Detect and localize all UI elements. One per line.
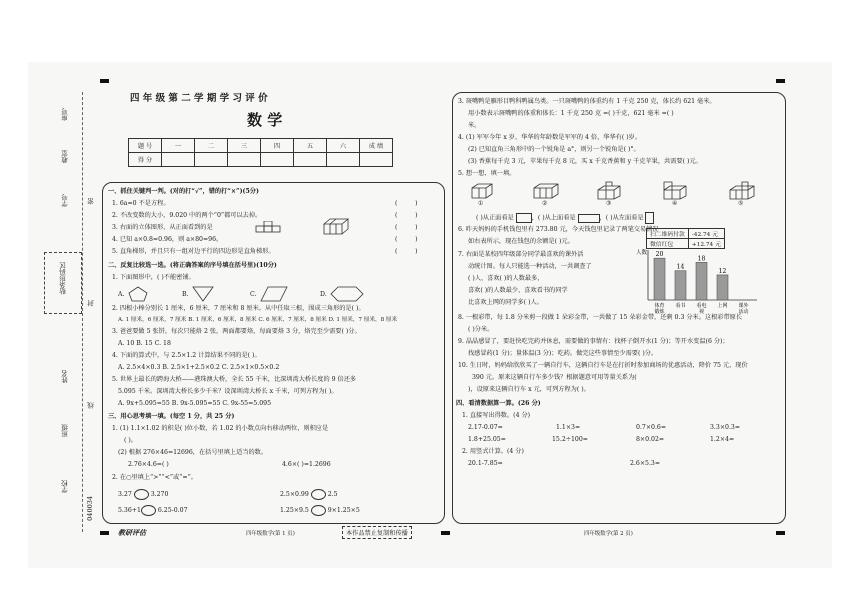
question: 喜欢( )的人数最少，喜欢看书的同学 [468, 287, 568, 294]
score-col-header: 三 [228, 139, 261, 153]
figure-number: ③ [606, 200, 612, 207]
category-label: 看书 [675, 303, 686, 309]
question: 6. 昨天妈妈的手机钱包里有 273.80 元，今天钱包里记录了两笔交易情况 [458, 226, 659, 233]
hexagon-shape [330, 286, 364, 302]
calc-item: 0.7×0.6= [636, 424, 667, 431]
section-3-title: 三、用心思考填一填。(每空 1 分，共 25 分) [108, 413, 235, 420]
parallelogram-shape [260, 286, 288, 302]
seal-char: 封 [87, 300, 95, 307]
bar [696, 262, 707, 300]
figure-number: ⑤ [738, 200, 744, 207]
question: 4. 已知 a×0.8=0.96，则 a×80=96。 [112, 236, 223, 243]
wallet-amount: +12.74 元 [688, 239, 724, 249]
section-1-title: 一、抓住关键判一判。(对的打“√”，错的打“×”)(5分) [108, 188, 259, 195]
score-col-header: 五 [294, 139, 327, 153]
compare-circle[interactable] [134, 489, 149, 500]
page-number: 四年级数学(第 2 页) [584, 531, 633, 537]
question: 2. 不改变数的大小，9.020 中的两个“0”都可以去掉。 [112, 212, 262, 219]
view-box [516, 213, 532, 223]
question: 1. (1) 1.1×1.02 的积是( )位小数，若 1.02 的小数点向右移动两位，则积应是 [112, 425, 329, 432]
question: 1. 直接写出得数。(4 分) [462, 412, 531, 419]
wallet-amount: -42.74 元 [688, 229, 724, 239]
data-label: 20 [655, 251, 664, 259]
register-mark [776, 79, 785, 83]
subject-title: 数 学 [247, 111, 283, 129]
question: 9. 晶晶感冒了，要赶快吃完药并休息，需要做的事情有：找杯子倒开水(1 分)；等开水变温(6 分)； [458, 338, 729, 345]
school-label: 学校 [61, 480, 69, 493]
question: 如右表所示，现在钱包的余额是( )元。 [468, 238, 574, 245]
y-axis-label: 人数 [636, 250, 648, 256]
data-label: 18 [697, 255, 706, 263]
figure-number: ② [542, 200, 548, 207]
options: A. 9x+5.095=55 B. 9x-5.095=55 C. 9x-55=5.095 [118, 400, 272, 407]
triangle-shape [192, 286, 214, 302]
view-left-label: ，( )从左面看是 [599, 214, 644, 222]
score-col-header: 六 [327, 139, 360, 153]
question: (3) 香蕉每千克 3 元，苹果每千克 8 元，买 x 千克香蕉和 y 千克苹果，共需要( )元。 [468, 158, 702, 165]
score-cell[interactable] [228, 153, 261, 167]
question: ( )。 [124, 437, 137, 444]
question: 5. 直角梯形，并且只有一组对边平行的四边形是直角梯形。 [112, 248, 275, 255]
compare-right: 2.5 [327, 491, 338, 498]
register-mark [776, 531, 785, 535]
cube-figure-5 [728, 180, 756, 200]
section-2-title: 二、反复比较选一选。(将正确答案的序号填在括号里)(10分) [108, 262, 277, 269]
compare-right: 9×1.25×5 [327, 507, 360, 514]
question: ( )分米。 [468, 326, 494, 333]
bar [675, 271, 686, 300]
view-top-label: ，( )从上面看是 [531, 214, 576, 222]
calc-item: 2.17-0.07= [468, 424, 503, 431]
question: 3. 爸爸要做 5 张饼，每次只能烙 2 张，两面都要烙，每面要烙 3 分，烙完至少需要( )分。 [112, 328, 361, 335]
view-box [645, 212, 654, 224]
score-cell[interactable] [360, 153, 393, 167]
question: 390 元。原来这辆自行车多少钱？根据题意可用等量关系为( [472, 374, 637, 381]
register-mark [100, 531, 109, 535]
calc-item: 1.8+25.05= [468, 436, 506, 443]
fill-blank: 4.6×( )=1.2696 [282, 461, 331, 468]
exam-title: 四 年 级 第 二 学 期 学 习 评 价 [130, 93, 268, 104]
figure-number: ① [478, 200, 484, 207]
options: A. 2.5×4×0.3 B. 2.5×1+2.5×0.2 C. 2.5×1×0.5×0.2 [118, 364, 280, 371]
question: 5. 想一想，填一填。 [458, 170, 516, 177]
question: 4. (1) 军军今年 x 岁，华华的年龄数是军军的 4 倍，华华有( )岁。 [458, 134, 642, 141]
seal-char: 密 [87, 198, 95, 205]
question: (2) 已知直角三角形中的一个锐角是 a°，则另一个锐角是( )°。 [468, 146, 640, 153]
register-mark [441, 531, 450, 535]
cube-figure-4 [662, 180, 688, 200]
solid-figure [322, 216, 350, 236]
compare-left: 3.27 [118, 491, 132, 498]
score-col-header: 成 绩 [360, 139, 393, 153]
question: 1. 下面图形中，( )不能密铺。 [112, 274, 195, 281]
question: ( )人，喜欢( )的人数最多， [468, 275, 544, 282]
compare-circle[interactable] [141, 505, 156, 516]
bar [717, 275, 728, 300]
score-col-header: 一 [162, 139, 195, 153]
question: 找感冒药(1 分)；量体温(3 分)；吃药。做完这些事情至少需要( )分。 [468, 350, 658, 357]
compare-right: 3.270 [150, 491, 169, 498]
question: 10. 生日时，妈妈给欣欣买了一辆自行车，这辆自行车是在打折时参加商场的优惠活动，降价 75 元，现价 [458, 362, 748, 369]
question: 8. 一根彩带，每 1.8 分米剪一段做 1 朵彩金带，一共做了 15 朵彩金带，还剩 0.3 分米。这根彩带原长 [458, 314, 743, 321]
score-cell[interactable] [327, 153, 360, 167]
pentagon-shape [128, 286, 148, 302]
classroom-label: 教室 [61, 150, 69, 163]
compare-circle[interactable] [311, 489, 326, 500]
question: 2. 用竖式计算。(4 分) [462, 448, 524, 455]
page-number: 四年级数学(第 1 页) [246, 531, 295, 537]
score-row-label: 得 分 [129, 153, 162, 167]
question: 比喜欢上网的同学多( )人。 [468, 299, 543, 306]
score-table [128, 138, 393, 167]
compare-left: 1.25×9.5 [280, 507, 309, 514]
figure-number: ④ [672, 200, 678, 207]
category-label: 活动 [738, 309, 749, 315]
category-label: 体育 [654, 303, 665, 309]
copyright-stamp: 本作品禁止复制和传播 [342, 526, 412, 539]
question: 米。 [468, 122, 481, 129]
view-box [578, 214, 600, 223]
data-label: 14 [676, 263, 685, 271]
category-label: 锻炼 [654, 309, 665, 315]
publisher-logo: 教研评估 [118, 528, 146, 537]
score-cell[interactable] [195, 153, 228, 167]
question: 4. 下面的算式中，与 2.5×1.2 计算结果不同的是( )。 [112, 352, 261, 359]
calc-item: 20.1-7.85= [468, 460, 503, 467]
wallet-item: 扫二维码付款 [647, 229, 689, 239]
register-mark [100, 79, 109, 83]
question: 5. 世界上最长的跨海大桥——港珠澳大桥，全长 55 千米，比深圳湾大桥长度的 9 倍还多 [112, 376, 357, 383]
class-label: 班级 [61, 424, 69, 437]
question: 用小数表示斑嘴鸭的体重和体长：1 千克 250 克 =( )千克，621 毫米 =( ) [468, 110, 674, 117]
question: 1. 6a=0 不是方程。 [112, 200, 170, 207]
paper-code: 040034 [86, 496, 94, 521]
barcode-area-label: 贴条形码区 [59, 262, 67, 295]
calc-item: 8×0.02= [636, 436, 665, 443]
question: 2. 在○里填上“>”“<”或“=”。 [112, 474, 197, 481]
option: B. [182, 291, 189, 298]
option: A. [118, 291, 125, 298]
score-cell[interactable] [261, 153, 294, 167]
option: C. [250, 291, 257, 298]
calc-item: 1.1×3= [556, 424, 581, 431]
fill-blank: 2.76×4.6=( ) [128, 461, 169, 468]
wallet-item: 微信红包 [647, 239, 689, 249]
score-cell[interactable] [162, 153, 195, 167]
question: 动统计图。每人只能选一种活动，一共调查了 [468, 263, 592, 270]
calc-item: 3.3×0.3= [710, 424, 741, 431]
name-label: 姓名 [61, 370, 69, 383]
calc-item: 2.6×5.3= [630, 460, 661, 467]
category-label: 课外 [738, 303, 749, 309]
category-label: 视 [698, 309, 705, 315]
question: 7. 右面是某校四年级部分同学最喜欢的课外活 [458, 251, 584, 258]
seal-char: 线 [87, 402, 95, 409]
student-no-label: 学号 [61, 194, 69, 207]
compare-left: 2.5×0.99 [280, 491, 309, 498]
question: )，设原来这辆自行车 x 元，可列方程为( )。 [468, 386, 590, 393]
score-cell[interactable] [294, 153, 327, 167]
options: A. 1 厘米，6 厘米，7 厘米 B. 1 厘米，6 厘米，8 厘米 C. 6 厘米，7 厘米，8 厘米 D. 1 厘米，7 厘米，8 厘米 [118, 317, 398, 323]
front-view-figure [255, 221, 293, 233]
compare-left: 5.36+1 [118, 507, 141, 514]
question: (2) 根据 276×46=12696，在括号里填上适当的数。 [118, 449, 268, 456]
score-row-label: 题 号 [129, 139, 162, 153]
cube-figure-2 [532, 180, 560, 200]
compare-right: 6.25-0.07 [157, 507, 188, 514]
activity-bar-chart [634, 244, 784, 316]
seat-label: 座号 [61, 108, 69, 121]
options: A. 10 B. 15 C. 18 [118, 340, 171, 347]
question: 3. 右面的立体图形，从正面看到的是 [112, 224, 213, 231]
compare-circle[interactable] [311, 505, 326, 516]
view-front-label: ( )从正面看是 [476, 214, 514, 222]
option: D. [320, 291, 327, 298]
category-label: 看电 [696, 303, 707, 309]
bar [654, 258, 665, 300]
category-label: 上网 [717, 303, 728, 309]
data-label: 12 [718, 267, 727, 275]
cube-figure-3 [596, 180, 622, 200]
question: 2. 四根小棒分别长 1 厘米，6 厘米，7 厘米和 8 厘米。从中任取三根，围成三角形的是( )。 [112, 305, 365, 312]
question: 5.095 千米。深圳湾大桥长多少千米？设深圳湾大桥长 x 千米，可列方程为( )。 [118, 388, 338, 395]
section-4-title: 四、看清数据算一算。(26 分) [456, 400, 541, 407]
score-col-header: 二 [195, 139, 228, 153]
calc-item: 1.2×4= [710, 436, 735, 443]
cube-figure-1 [470, 180, 494, 200]
score-col-header: 四 [261, 139, 294, 153]
calc-item: 15.2÷100= [552, 436, 588, 443]
question: 3. 斑嘴鸭是雁形目鸭科鸭属鸟类。一只斑嘴鸭的体重约有 1 千克 250 克，体长约 621 毫米。 [458, 98, 716, 105]
binding-line [82, 92, 83, 532]
